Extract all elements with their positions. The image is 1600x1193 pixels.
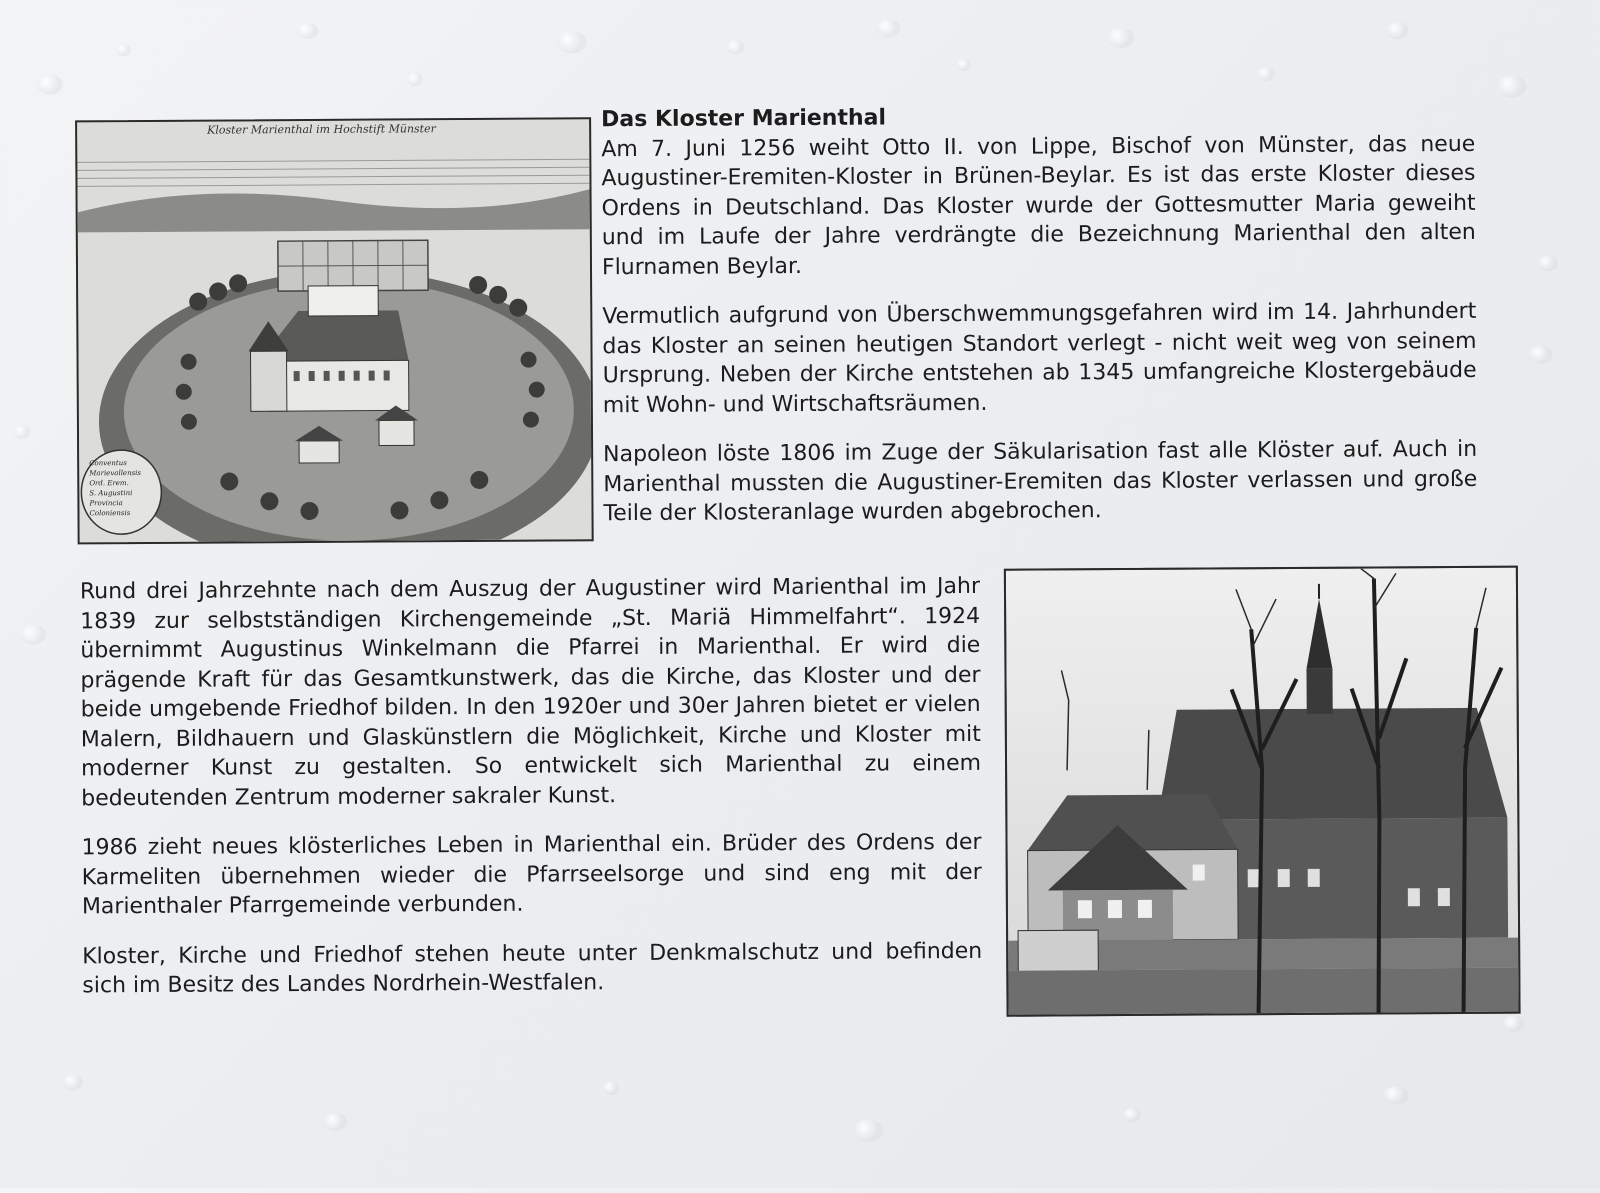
paragraph-relocation: Vermutlich aufgrund von Überschwemmungsgefahren wird im 14. Jahrhundert das Kloster an seinen heutigen Standort verlegt - nicht weit weg von seinem Ursprung. Neben der Kirche entstehen ab 1345 umfangreiche Klostergebäude mit Wohn- und Wirtschaftsräumen.	[602, 297, 1477, 420]
paragraph-parish: Rund drei Jahrzehnte nach dem Auszug der Augustiner wird Marienthal im Jahr 1839 zur selbstständigen Kirchengemeinde „St. Mariä Himmelfahrt“. 1924 übernimmt Augustinus Winkelmann die Pfarrei in Marienthal. Er wird die prägende Kraft für das Gesamtkunstwerk, das die Kirche, das Kloster und der beide umgebende Friedhof bilden. In den 1920er und 30er Jahren bietet er vielen Malern, Bildhauern und Glaskünstlern die Möglichkeit, Kirche und Kloster mit moderner Kunst zu gestalten. So entwickelt sich Marienthal zu einem bedeutenden Zentrum moderner sakraler Kunst.	[80, 572, 981, 813]
paragraph-monument: Kloster, Kirche und Friedhof stehen heute unter Denkmalschutz und befinden sich im Besitz des Landes Nordrhein-Westfalen.	[82, 936, 982, 1000]
engraving-caption: Kloster Marienthal im Hochstift Münster	[207, 122, 436, 136]
engraving-cartouche: Conventus Marievallensis Ord. Erem. S. Augustini Provincia Coloniensis	[89, 458, 157, 518]
top-text-block	[601, 100, 1478, 549]
paragraph-carmelites: 1986 zieht neues klösterliches Leben in Marienthal ein. Brüder des Ordens der Karmeliten übernehmen wieder die Pfarrseelsorge und sind eng mit der Marienthaler Pfarrgemeinde verbunden.	[81, 828, 982, 922]
bottom-text-block	[80, 572, 983, 1021]
paragraph-secularization: Napoleon löste 1806 im Zuge der Säkularisation fast alle Klöster auf. Auch in Marienthal mussten die Augustiner-Eremiten das Kloster verlassen und große Teile der Klosteranlage wurden abgebrochen.	[603, 435, 1478, 529]
church-photo-image	[1004, 566, 1521, 1017]
page-title: Das Kloster Marienthal	[601, 100, 1475, 135]
engraving-image	[75, 117, 594, 544]
water-drops	[0, 0, 1596, 5]
paragraph-founding: Am 7. Juni 1256 weiht Otto II. von Lippe, Bischof von Münster, das neue Augustiner-Eremiten-Kloster in Brünen-Beylar. Es ist das erste Kloster dieses Ordens in Deutschland. Das Kloster wurde der Gottesmutter Maria geweiht und im Laufe der Jahre verdrängte die Bezeichnung Marienthal den alten Flurnamen Beylar.	[601, 129, 1476, 282]
